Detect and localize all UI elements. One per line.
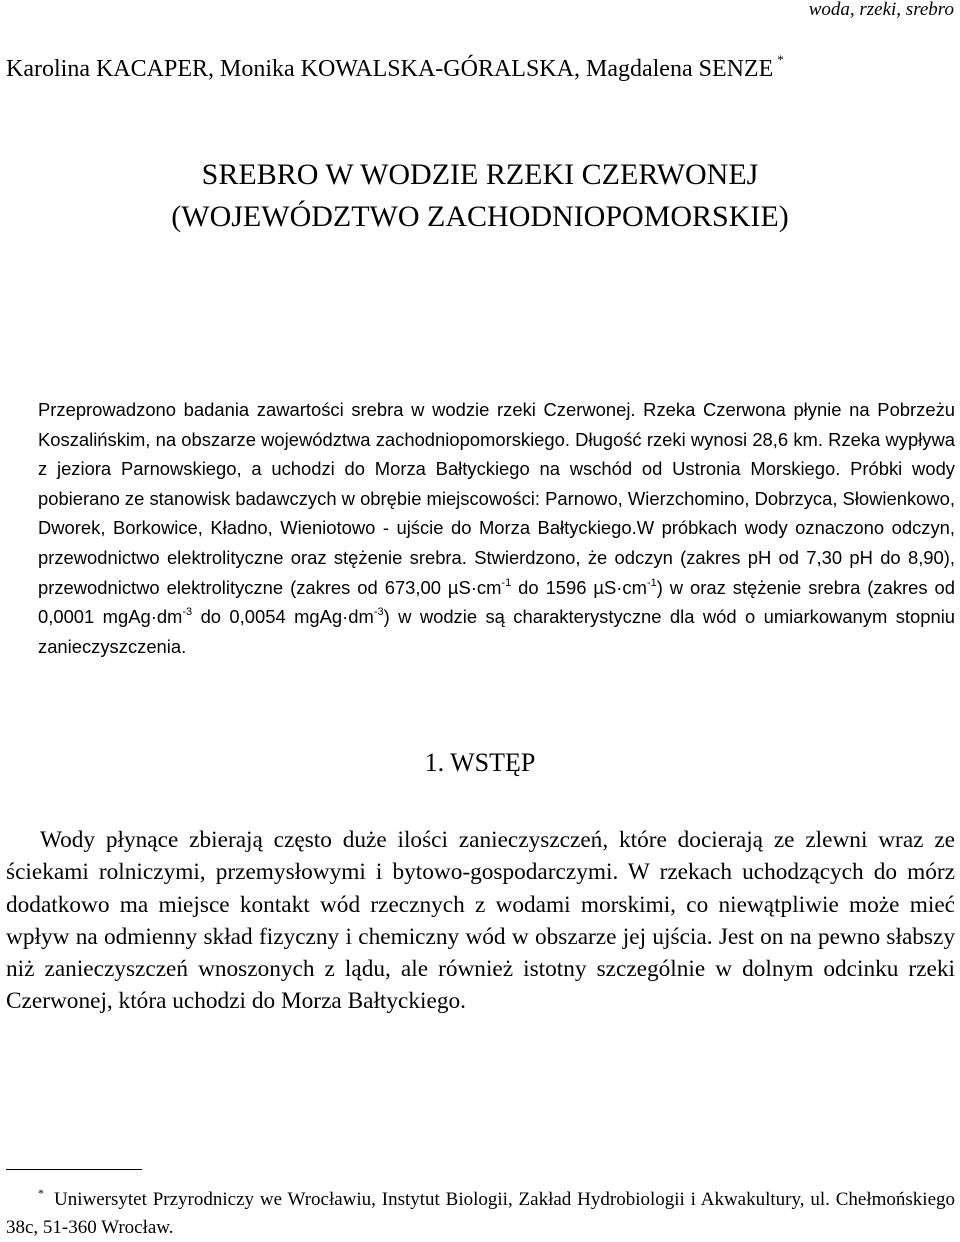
unit-exponent-2: -1 — [646, 576, 657, 589]
footnote-text: Uniwersytet Przyrodniczy we Wrocławiu, Instytut Biologii, Zakład Hydrobiologii i Akwakultury, ul. Chełmońskiego 38c, 51-360 Wrocław. — [6, 1189, 955, 1238]
footnote-paragraph — [6, 1186, 955, 1242]
abstract-paragraph — [38, 395, 955, 661]
abstract-text-4: do 0,0054 mgAg·dm — [192, 606, 374, 628]
title-line-2: (WOJEWÓDZTWO ZACHODNIOPOMORSKIE) — [171, 200, 789, 233]
abstract-text-1: Przeprowadzono badania zawartości srebra w wodzie rzeki Czerwonej. Rzeka Czerwona płynie na Pobrzeżu Koszalińskim, na obszarze województwa zachodniopomorskiego. Długość rzeki wynosi 28,6 km. Rzeka wypływa z jeziora Parnowskiego, a uchodzi do Morza Bałtyckiego na wschód od Ustronia Morskiego. Próbki wody pobierano ze stanowisk badawczych w obrębie miejscowości: Parnowo, Wierzchomino, Dobrzyca, Słowienkowo, Dworek, Borkowice, Kładno, Wieniotowo - ujście do Morza Bałtyckiego.W próbkach wody oznaczono odczyn, przewodnictwo elektrolityczne oraz stężenie srebra. Stwierdzono, że odczyn (zakres pH od 7,30 pH do 8,90), przewodnictwo elektrolityczne (zakres od 673,00 µS·cm — [38, 399, 955, 598]
footnote — [6, 1186, 955, 1242]
unit-exponent-3: -3 — [182, 606, 193, 619]
abstract — [38, 395, 955, 661]
paper-title — [0, 154, 960, 238]
introduction-paragraph: Wody płynące zbierają często duże ilości zanieczyszczeń, które docierają ze zlewni wraz ze ściekami rolniczymi, przemysłowymi i bytowo-gospodarczymi. W rzekach uchodzących do mórz dodatkowo ma miejsce kontakt wód rzecznych z wodami morskimi, co niewątpliwie może mieć wpływ na odmienny skład fizyczny i chemiczny wód w obszarze jej ujścia. Jest on na pewno słabszy niż zanieczyszczeń wnoszonych z lądu, ale również istotny szczególnie w dolnym odcinku rzeki Czerwonej, która uchodzi do Morza Bałtyckiego. — [6, 827, 955, 1015]
introduction-body — [6, 824, 955, 1018]
unit-exponent-4: -3 — [373, 606, 384, 619]
section-heading: 1. WSTĘP — [424, 748, 536, 777]
keywords: woda, rzeki, srebro — [808, 0, 954, 20]
abstract-text-3: ) w oraz stężenie srebra (zakres od 0,0001 mgAg·dm — [38, 576, 955, 628]
affiliation-marker: * — [777, 52, 784, 67]
abstract-text-2: do 1596 µS·cm — [511, 576, 647, 598]
author-list — [6, 52, 784, 83]
author-names: Karolina KACAPER, Monika KOWALSKA-GÓRALSKA, Magdalena SENZE — [6, 56, 774, 82]
abstract-text-5: ) w wodzie są charakterystyczne dla wód o umiarkowanym stopniu zanieczyszczenia. — [38, 606, 956, 657]
title-line-1: SREBRO W WODZIE RZEKI CZERWONEJ — [201, 158, 759, 191]
footnote-marker: * — [38, 1186, 44, 1200]
footnote-divider — [6, 1169, 142, 1170]
unit-exponent-1: -1 — [501, 576, 512, 589]
